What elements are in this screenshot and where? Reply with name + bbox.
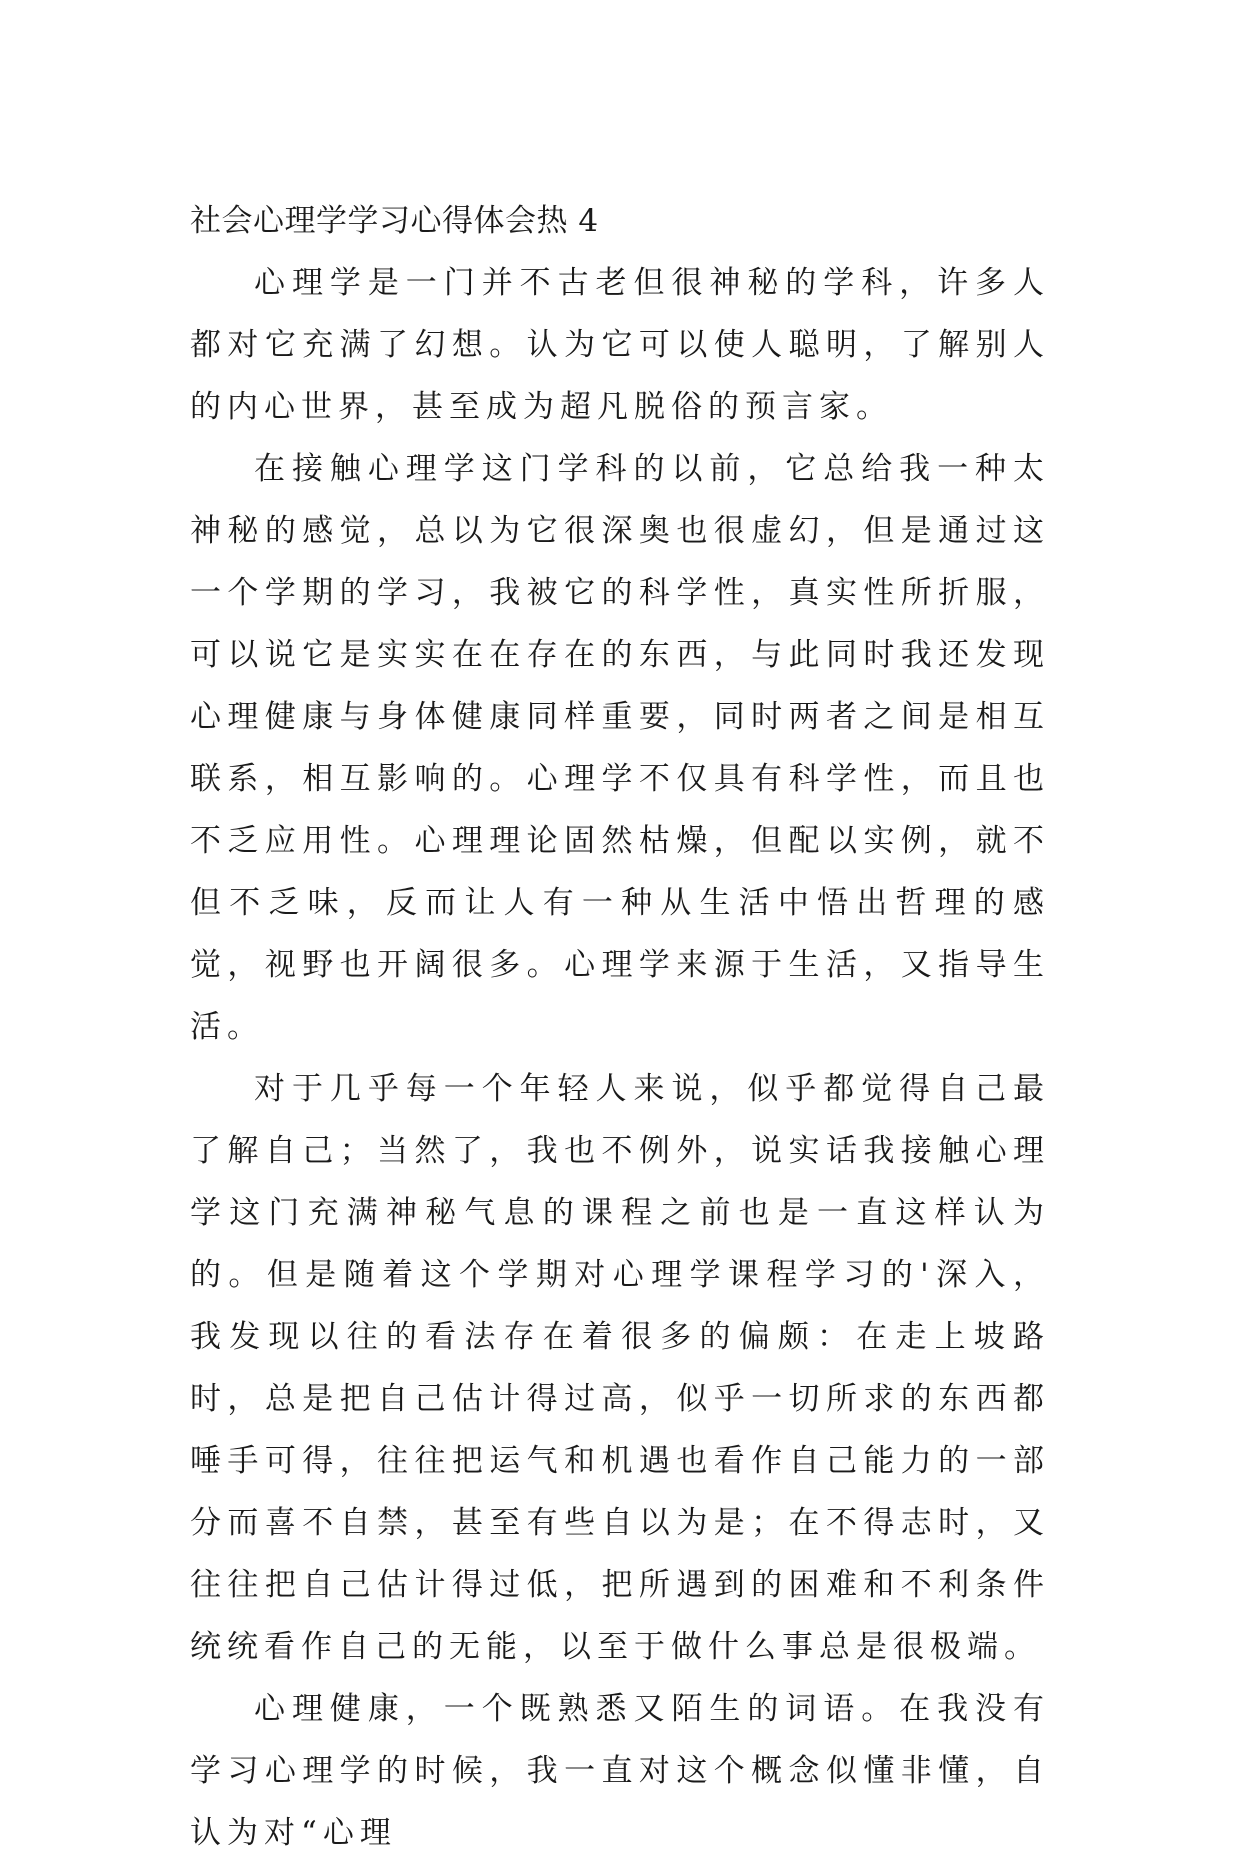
paragraph-mental-health: 心理健康，一个既熟悉又陌生的词语。在我没有学习心理学的时候，我一直对这个概念似懂非懂，自认为对“心理	[190, 1691, 1050, 1851]
document-title: 社会心理学学习心得体会热 4	[190, 203, 599, 239]
paragraph-intro: 心理学是一门并不古老但很神秘的学科，许多人都对它充满了幻想。认为它可以使人聪明，了解别人的内心世界，甚至成为超凡脱俗的预言家。	[190, 265, 1050, 425]
paragraph-self-knowledge: 对于几乎每一个年轻人来说，似乎都觉得自己最了解自己；当然了，我也不例外，说实话我接触心理学这门充满神秘气息的课程之前也是一直这样认为的。但是随着这个学期对心理学课程学习的'深入，我发现以往的看法存在着很多的偏颇：在走上坡路时，总是把自己估计得过高，似乎一切所求的东西都唾手可得，往往把运气和机遇也看作自己能力的一部分而喜不自禁，甚至有些自以为是；在不得志时，又往往把自己估计得过低，把所遇到的困难和不利条件统统看作自己的无能，以至于做什么事总是很极端。	[190, 1071, 1050, 1665]
paragraph-first-contact: 在接触心理学这门学科的以前，它总给我一种太神秘的感觉，总以为它很深奥也很虚幻，但是通过这一个学期的学习，我被它的科学性，真实性所折服，可以说它是实实在在存在的东西，与此同时我还发现心理健康与身体健康同样重要，同时两者之间是相互联系，相互影响的。心理学不仅具有科学性，而且也不乏应用性。心理理论固然枯燥，但配以实例，就不但不乏味，反而让人有一种从生活中悟出哲理的感觉，视野也开阔很多。心理学来源于生活，又指导生活。	[190, 451, 1050, 1045]
document-body	[190, 190, 1050, 1864]
